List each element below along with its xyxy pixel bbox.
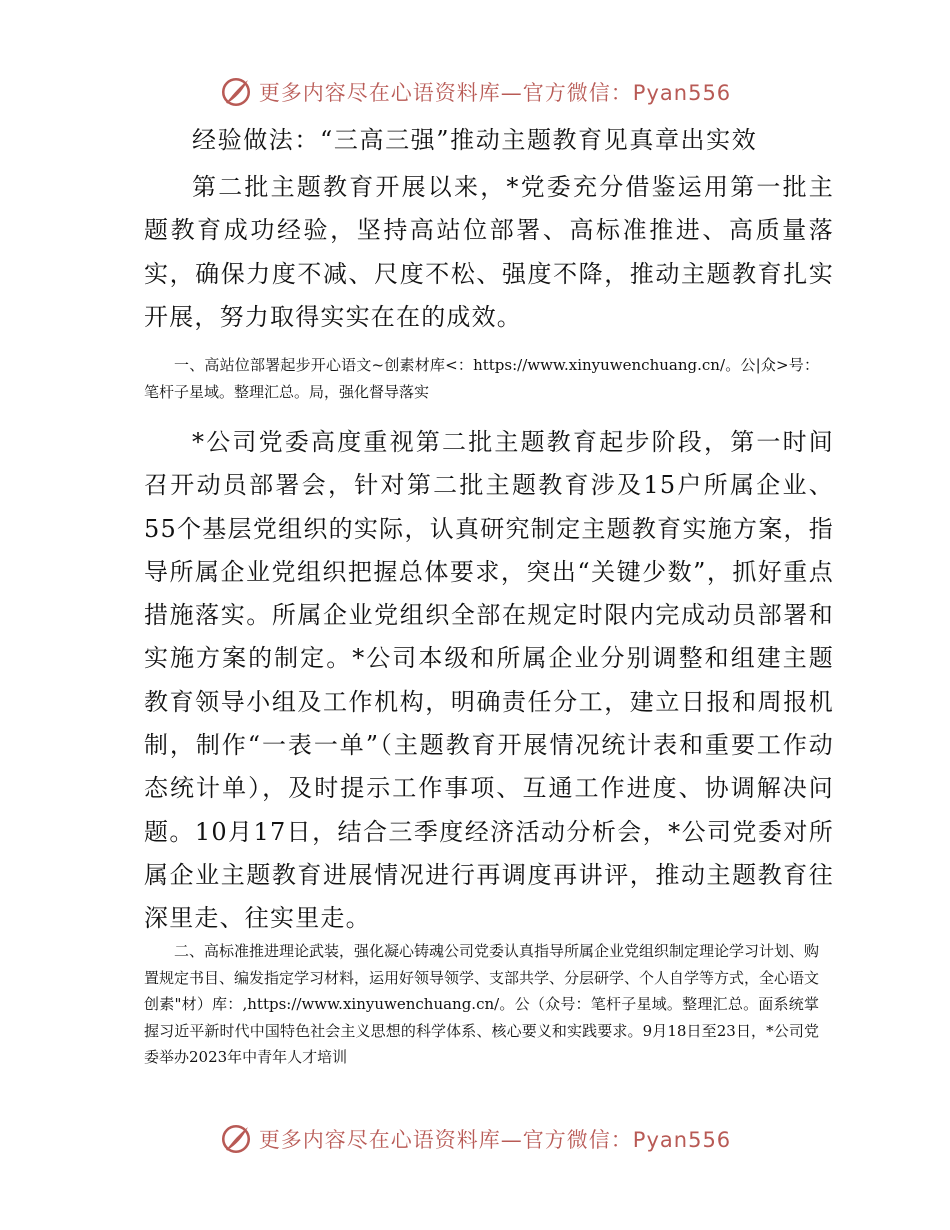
section-1-heading: 一、高站位部署起步开心语文~创素材库<：https://www.xinyuwenchuang.cn/。公|众>号：笔杆子星域。整理汇总。局，强化督导落实 — [144, 356, 819, 401]
section-1-body: *公司党委高度重视第二批主题教育起步阶段，第一时间召开动员部署会，针对第二批主题教育涉及15户所属企业、55个基层党组织的实际，认真研究制定主题教育实施方案，指导所属企业党组织把握总体要求，突出“关键少数”，抓好重点措施落实。所属企业党组织全部在规定时限内完成动员部署和实施方案的制定。*公司本级和所属企业分别调整和组建主题教育领导小组及工作机构，明确责任分工，建立日报和周报机制，制作“一表一单”（主题教育开展情况统计表和重要工作动态统计单），及时提示工作事项、互通工作进度、协调解决问题。10月17日，结合三季度经济活动分析会，*公司党委对所属企业主题教育进展情况进行再调度再讲评，推动主题教育往深里走、往实里走。 — [144, 428, 834, 933]
section-2-paragraph: 二、高标准推进理论武装，强化凝心铸魂公司党委认真指导所属企业党组织制定理论学习计划、购置规定书目、编发指定学习材料，运用好领导领学、支部共学、分层研学、个人自学等方式，全心语文创素"材）库：,https://www.xinyuwenchuang.cn/。公（众号：笔杆子星域。整理汇总。面系统掌握习近平新时代中国特色社会主义思想的科学体系、核心要义和实践要求。9月18日至23日，*公司党委举办2023年中青年人才培训 — [144, 942, 820, 1066]
quill-pen-logo-icon — [219, 1122, 253, 1156]
header-watermark — [0, 74, 950, 110]
intro-paragraph: 第二批主题教育开展以来，*党委充分借鉴运用第一批主题教育成功经验，坚持高站位部署、高标准推进、高质量落实，确保力度不减、尺度不松、强度不降，推动主题教育扎实开展，努力取得实实在在的成效。 — [144, 173, 834, 331]
watermark-text: 更多内容尽在心语资料库—官方微信：Pyan556 — [258, 81, 732, 105]
quill-pen-logo-icon — [219, 75, 253, 109]
watermark-text: 更多内容尽在心语资料库—官方微信：Pyan556 — [258, 1128, 732, 1152]
footer-watermark — [0, 1121, 950, 1157]
document-title: 经验做法：“三高三强”推动主题教育见真章出实效 — [192, 126, 758, 154]
